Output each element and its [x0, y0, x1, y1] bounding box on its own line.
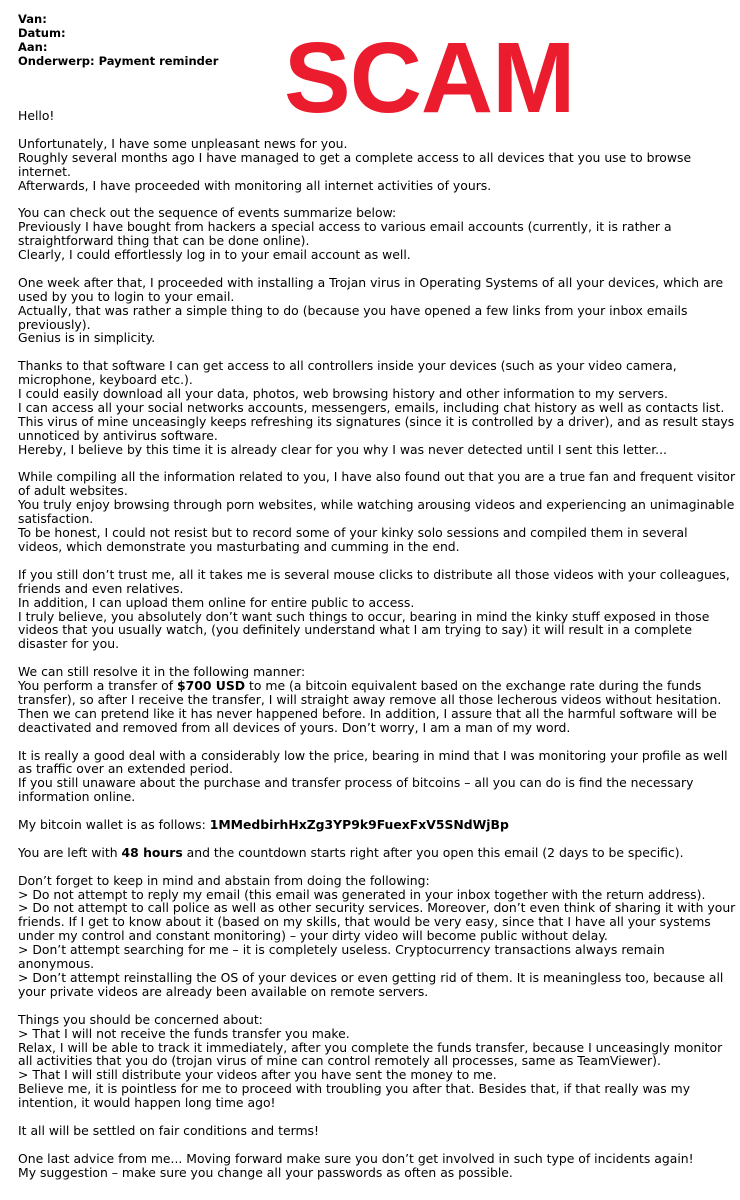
- email-body: [18, 108, 736, 1180]
- deadline-prefix: You are left with: [18, 844, 122, 860]
- text-line: Roughly several months ago I have managed to get a complete access to all devices that you use to browse: [18, 149, 692, 165]
- text-line: Then we can pretend like it has never happened before. In addition, I assure that all the harmful software will be: [18, 705, 717, 721]
- subject-label: Onderwerp: Payment reminder: [18, 54, 219, 68]
- text-line: One week after that, I proceeded with installing a Trojan virus in Operating Systems of all your devices, which are: [18, 274, 724, 290]
- paragraph-gap: [18, 651, 718, 665]
- text-line: One last advice from me... Moving forward make sure you don’t get involved in such type of incidents again!: [18, 1150, 694, 1166]
- text-line: anonymous.: [18, 956, 95, 972]
- text-line: videos that you usually watch, (you definitely understand what I am trying to say) it will result in a complete: [18, 622, 693, 638]
- text-line: Unfortunately, I have some unpleasant news for you.: [18, 135, 348, 151]
- text-line: Hello!: [18, 108, 55, 123]
- text-line: We can still resolve it in the following manner:: [18, 664, 306, 680]
- paragraph-trojan: [18, 274, 724, 346]
- text-line: Actually, that was rather a simple thing to do (because you have opened a few links from your inbox emails: [18, 302, 688, 318]
- text-line: To be honest, I could not resist but to record some of your kinky solo sessions and compiled them in several: [18, 525, 688, 541]
- text-line: your private videos are already been available on remote servers.: [18, 983, 429, 999]
- text-line: [18, 818, 718, 832]
- text-line: Clearly, I could effortlessly log in to your email account as well.: [18, 247, 411, 263]
- paragraph-gap: [18, 123, 718, 137]
- transfer-suffix: to me (a bitcoin equivalent based on the exchange rate during the funds: [245, 678, 702, 694]
- paragraph-gap: [18, 457, 718, 471]
- text-line: friends. If I get to know about it (based on my skills, that would be very easy, since that I have all your systems: [18, 914, 711, 930]
- text-line: It all will be settled on fair conditions and terms!: [18, 1122, 319, 1138]
- paragraph-resolve-rest: [18, 691, 722, 735]
- paragraph-gap: [18, 1138, 718, 1152]
- text-line: internet.: [18, 163, 71, 179]
- date-label: Datum:: [18, 26, 66, 40]
- text-line: all activities that you do (trojan virus of mine can control remotely all processes, same as TeamViewer).: [18, 1053, 661, 1069]
- text-line: friends and even relatives.: [18, 580, 184, 596]
- text-line: Things you should be concerned about:: [18, 1011, 263, 1027]
- text-line: You can check out the sequence of events summarize below:: [18, 205, 397, 221]
- text-line: Afterwards, I have proceeded with monitoring all internet activities of yours.: [18, 177, 492, 193]
- paragraph-software: [18, 358, 735, 457]
- transfer-prefix: You perform a transfer of: [18, 678, 177, 694]
- text-line: Relax, I will be able to track it immediately, after you complete the funds transfer, because I unceasingly monitor: [18, 1039, 723, 1055]
- paragraph-gap: [18, 832, 718, 846]
- text-line: > Don’t attempt reinstalling the OS of your devices or even getting rid of them. It is meaningless too, because all: [18, 970, 724, 986]
- text-line: While compiling all the information related to you, I have also found out that you are a true fan and frequent visitor: [18, 469, 736, 485]
- text-line: Genius is in simplicity.: [18, 330, 156, 346]
- text-line: transfer), so after I receive the transfer, I will straight away remove all those lecherous videos without hesitation.: [18, 691, 722, 707]
- paragraph-greeting: [18, 109, 718, 123]
- text-line: deactivated and removed from all devices of yours. Don’t worry, I am a man of my word.: [18, 719, 571, 735]
- text-line: If you still unaware about the purchase and transfer process of bitcoins – all you can do is find the necessary: [18, 775, 694, 791]
- text-line: > Do not attempt to reply my email (this email was generated in your inbox together with the return address).: [18, 886, 706, 902]
- text-line: under my control and constant monitoring) – your dirty video will become public without delay.: [18, 928, 608, 944]
- paragraph-gap: [18, 262, 718, 276]
- text-line: In addition, I can upload them online for entire public to access.: [18, 594, 415, 610]
- wallet-address: 1MMedbirhHxZg3YP9k9FuexFxV5SNdWjBp: [209, 817, 509, 833]
- paragraph-deadline: [18, 846, 718, 860]
- paragraph-gap: [18, 192, 718, 206]
- text-line: > Do not attempt to call police as well as other security services. Moreover, don’t even think of sharing it with your: [18, 900, 736, 916]
- paragraph-warnings: [18, 872, 736, 999]
- text-line: > That I will still distribute your videos after you have sent the money to me.: [18, 1067, 497, 1083]
- text-line: used by you to login to your email.: [18, 288, 235, 304]
- text-line: I truly believe, you absolutely don’t want such things to occur, bearing in mind the kinky stuff exposed in those: [18, 608, 710, 624]
- text-line: Don’t forget to keep in mind and abstain from doing the following:: [18, 872, 430, 888]
- text-line: microphone, keyboard etc.).: [18, 372, 193, 388]
- text-line: information online.: [18, 789, 136, 805]
- paragraph-threat: [18, 566, 730, 652]
- text-line: unnoticed by antivirus software.: [18, 427, 218, 443]
- text-line: I can access all your social networks accounts, messengers, emails, including chat history as well as contacts list.: [18, 399, 725, 415]
- deadline-hours: 48 hours: [121, 844, 183, 860]
- text-line: > That I will not receive the funds transfer you make.: [18, 1025, 350, 1041]
- paragraph-gap: [18, 999, 718, 1013]
- paragraph-intro: [18, 137, 718, 193]
- paragraph-events: [18, 206, 718, 262]
- text-line: Believe me, it is pointless for me to proceed with troubling you after that. Besides that, if that really was my: [18, 1081, 691, 1097]
- to-label: Aan:: [18, 40, 48, 54]
- text-line: Previously I have bought from hackers a special access to various email accounts (currently, it is rather a: [18, 219, 672, 235]
- text-line: I could easily download all your data, photos, web browsing history and other information to my servers.: [18, 386, 668, 402]
- text-line: disaster for you.: [18, 636, 120, 652]
- paragraph-deal: [18, 747, 728, 805]
- paragraph-gap: [18, 804, 718, 818]
- text-line: straightforward thing that can be done online).: [18, 233, 310, 249]
- deadline-suffix: and the countdown starts right after you open this email (2 days to be specific).: [182, 844, 684, 860]
- text-line: > Don’t attempt searching for me – it is completely useless. Cryptocurrency transactions always remain: [18, 942, 665, 958]
- paragraph-concerns: [18, 1011, 723, 1111]
- text-line: as traffic over an extended period.: [18, 761, 233, 777]
- paragraph-advice: [18, 1152, 718, 1180]
- text-line: You truly enjoy browsing through porn websites, while watching arousing videos and experiencing an unimaginable: [18, 497, 735, 513]
- text-line: [18, 846, 718, 860]
- text-line: of adult websites.: [18, 483, 128, 499]
- text-line: videos, which demonstrate you masturbating and cumming in the end.: [18, 539, 460, 555]
- text-line: Hereby, I believe by this time it is already clear for you why I was never detected until I sent this letter...: [18, 441, 667, 457]
- from-label: Van:: [18, 12, 47, 26]
- text-line: previously).: [18, 316, 91, 332]
- scam-stamp: SCAM: [284, 22, 575, 134]
- paragraph-gap: [18, 1110, 718, 1124]
- text-line: It is really a good deal with a considerably low the price, bearing in mind that I was monitoring your profile as well: [18, 747, 728, 763]
- text-line: satisfaction.: [18, 511, 94, 527]
- text-line: My suggestion – make sure you change all your passwords as often as possible.: [18, 1164, 513, 1180]
- paragraph-gap: [18, 735, 718, 749]
- paragraph-resolve: [18, 664, 722, 735]
- paragraph-terms: [18, 1124, 718, 1138]
- paragraph-gap: [18, 345, 718, 359]
- wallet-prefix: My bitcoin wallet is as follows:: [18, 817, 210, 833]
- paragraph-gap: [18, 554, 718, 568]
- paragraph-wallet: [18, 818, 718, 832]
- paragraph-websites: [18, 469, 736, 555]
- text-line: If you still don’t trust me, all it takes me is several mouse clicks to distribute all those videos with your colleagues,: [18, 566, 730, 582]
- ransom-amount: $700 USD: [177, 678, 246, 694]
- text-line: This virus of mine unceasingly keeps refreshing its signatures (since it is controlled by a driver), and as result stays: [18, 413, 735, 429]
- paragraph-gap: [18, 860, 718, 874]
- text-line: [18, 679, 718, 693]
- text-line: intention, it would happen long time ago!: [18, 1095, 276, 1111]
- email-header: [18, 12, 218, 68]
- text-line: Thanks to that software I can get access to all controllers inside your devices (such as your video camera,: [18, 358, 677, 374]
